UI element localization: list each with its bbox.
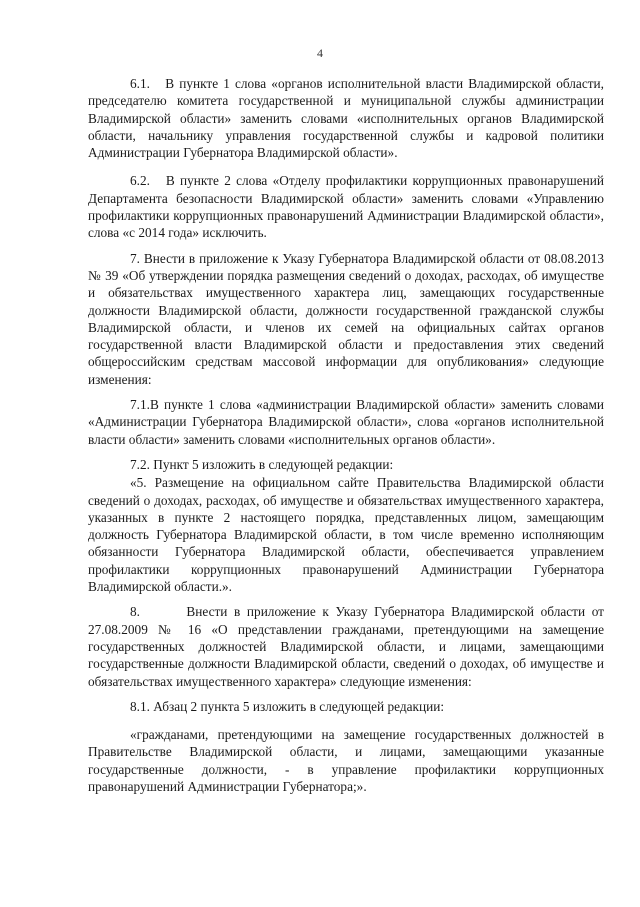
paragraph-6-2: 6.2. В пункте 2 слова «Отделу профилактики коррупционных правонарушений Департамента безопасности Владимирской области» заменить словами «Управлению профилактики коррупционных правонарушений Администрации Владимирской области», слова «с 2014 года» исключить.: [88, 173, 604, 241]
paragraph-7-2: 7.2. Пункт 5 изложить в следующей редакции:: [130, 456, 394, 472]
paragraph-8: 8. Внести в приложение к Указу Губернатора Владимирской области от 27.08.2009 № 16 «О представлении гражданами, претендующими на замещение государственных должностей Владимирской области, и лицами, замещающими государственные должности Владимирской области, сведений о доходах, об имуществе и обязательствах имущественного характера» следующие изменения:: [88, 604, 604, 689]
page-number: 4: [317, 46, 323, 60]
paragraph-8-1-quote: «гражданами, претендующими на замещение государственных должностей в Правительстве Владимирской области, и лицами, замещающими указанные государственные должности, - в управление профилактики коррупционных правонарушений Администрации Губернатора;».: [88, 727, 604, 794]
paragraph-7-2-quote: «5. Размещение на официальном сайте Правительства Владимирской области сведений о доходах, расходах, об имуществе и обязательствах имущественного характера, указанных в пункте 2 настоящего порядка, представленных лицом, замещающим должность Губернатора Владимирской области, в том числе временно исполняющим обязанности Губернатора Владимирской области, обеспечивается управлением профилактики коррупционных правонарушений Администрации Губернатора Владимирской области.».: [88, 475, 604, 595]
paragraph-7: 7. Внести в приложение к Указу Губернатора Владимирской области от 08.08.2013 № 39 «Об утверждении порядка размещения сведений о доходах, расходах, об имуществе и обязательствах имущественного характера лиц, замещающих государственные должности Владимирской области, должности государственной гражданской службы Владимирской области, и членов их семей на официальных сайтах органов государственной власти Владимирской области и предоставления этих сведений общероссийским средствам массовой информации для опубликования» следующие изменения:: [88, 250, 604, 387]
paragraph-7-1: 7.1.В пункте 1 слова «администрации Владимирской области» заменить словами «Администрации Губернатора Владимирской области», слова «органов исполнительной власти области» заменить словами «исполнительных органов области».: [88, 397, 604, 447]
paragraph-8-1: 8.1. Абзац 2 пункта 5 изложить в следующей редакции:: [130, 698, 445, 714]
document-body: [88, 75, 604, 795]
paragraph-6-1: 6.1. В пункте 1 слова «органов исполнительной власти Владимирской области, председателю комитета государственной и муниципальной службы администрации Владимирской области» заменить словами «исполнительных органов Владимирской области, начальнику управления государственной службы и кадровой политики Администрации Губернатора Владимирской области».: [88, 76, 604, 161]
